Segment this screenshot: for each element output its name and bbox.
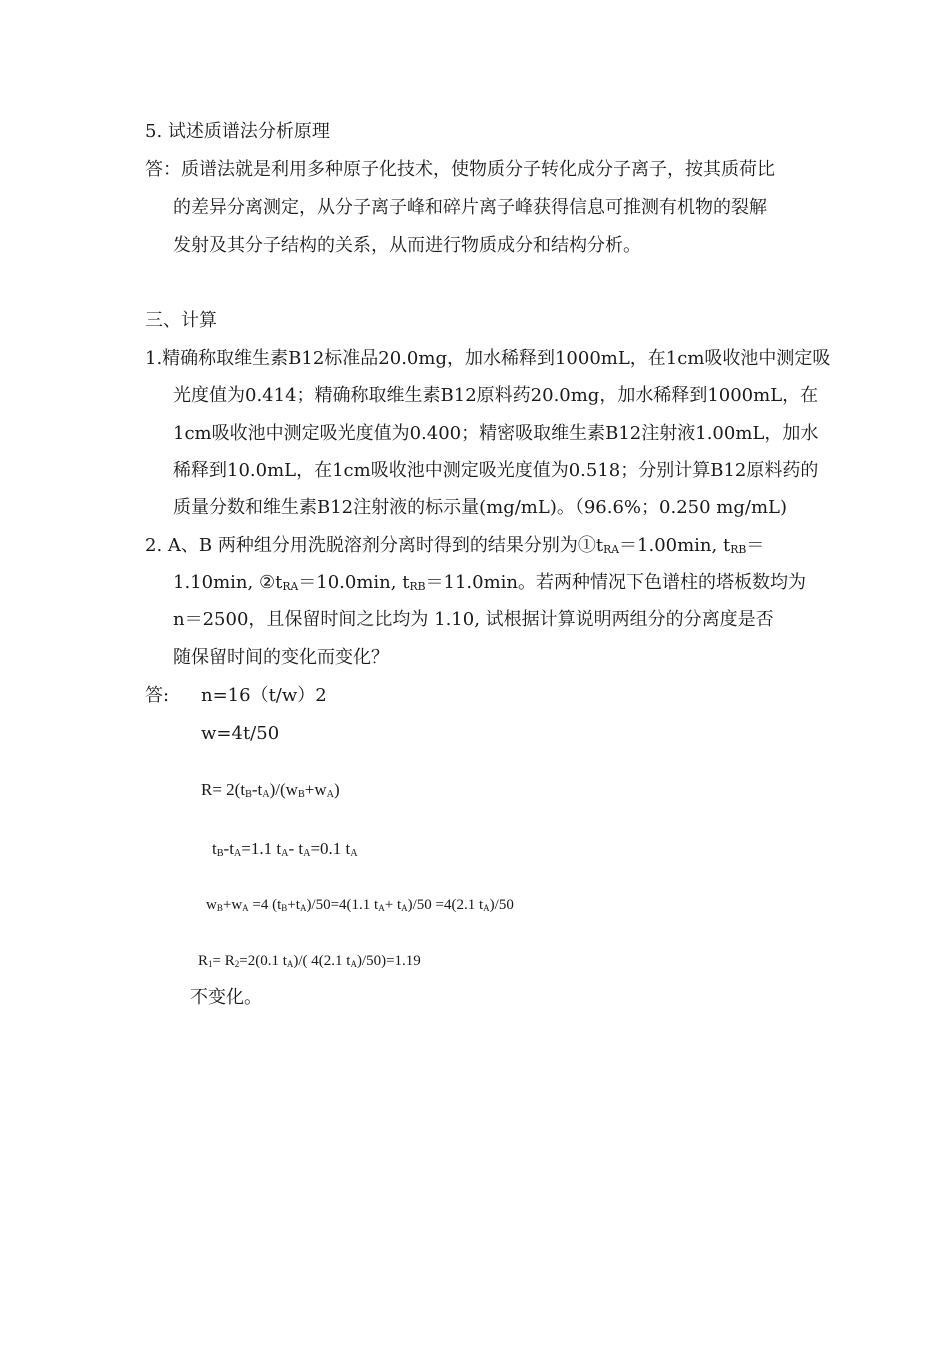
problem-2-line-4: 随保留时间的变化而变化？ (173, 647, 389, 668)
answer-5-line-2: 的差异分离测定，从分子离子峰和碎片离子峰获得信息可推测有机物的裂解 (173, 197, 767, 218)
answer-conclusion: 不变化。 (190, 987, 262, 1008)
problem-1-line-4: 稀释到10.0mL，在1cm吸收池中测定吸光度值为0.518；分别计算B12原料药的 (173, 460, 819, 481)
formula-n: n=16（t/w）2 (201, 685, 327, 706)
formula-r: $R= 2(t_B-t_A)/(w_B+w_A)$ (201, 780, 340, 801)
problem-2-line-2: 1.10min, $②t_{RA}=10.0\min$, $t_{RB}=11.0\min$。若两种情况下色谱柱的塔板数均为 (173, 572, 807, 594)
question-5: 5. 试述质谱法分析原理 (145, 121, 330, 142)
answer-5-line-1: 答：质谱法就是利用多种原子化技术，使物质分子转化成分子离子，按其质荷比 (145, 159, 775, 180)
formula-r1-r2: $R_1= R_2=2(0.1$ $t_A)/$( 4(2.1 $t_A)/50)=1.19$ (198, 953, 421, 969)
problem-1-line-2: 光度值为0.414；精确称取维生素B12原料药20.0mg，加水稀释到1000mL，在 (173, 385, 819, 406)
section-heading-calc: 三、计算 (145, 310, 217, 331)
problem-1-line-3: 1cm吸收池中测定吸光度值为0.400；精密吸取维生素B12注射液1.00mL，加水 (173, 423, 819, 444)
answer-5-line-3: 发射及其分子结构的关系，从而进行物质成分和结构分析。 (173, 235, 641, 256)
problem-2-line-1: 2. A、B 两种组分用洗脱溶剂分离时得到的结果分别为$①t_{RA}=1.00\min$, $t_{RB}=$ (145, 535, 765, 557)
formula-tb-ta: $t_B-t_A=1.1$ $t_A-$ $t_A=0.1$ $t_A$ (212, 839, 358, 860)
problem-1-line-1: 1.精确称取维生素B12标准品20.0mg，加水稀释到1000mL，在1cm吸收池中测定吸 (145, 348, 831, 369)
formula-wb-wa: $w_B+w_A =4$ $(t_B+t_A)/50=4(1.1$ $t_A+ t_A)/50 =4(2.1$ $t_A)/50$ (206, 897, 514, 913)
problem-2-line-3: n＝2500，且保留时间之比均为 1.10, 试根据计算说明两组分的分离度是否 (173, 609, 774, 630)
problem-1-line-5: 质量分数和维生素B12注射液的标示量(mg/mL)。（96.6%；0.250 mg/mL) (173, 497, 787, 518)
answer-2-label: 答: (145, 685, 170, 706)
formula-w: w=4t/50 (201, 723, 280, 744)
